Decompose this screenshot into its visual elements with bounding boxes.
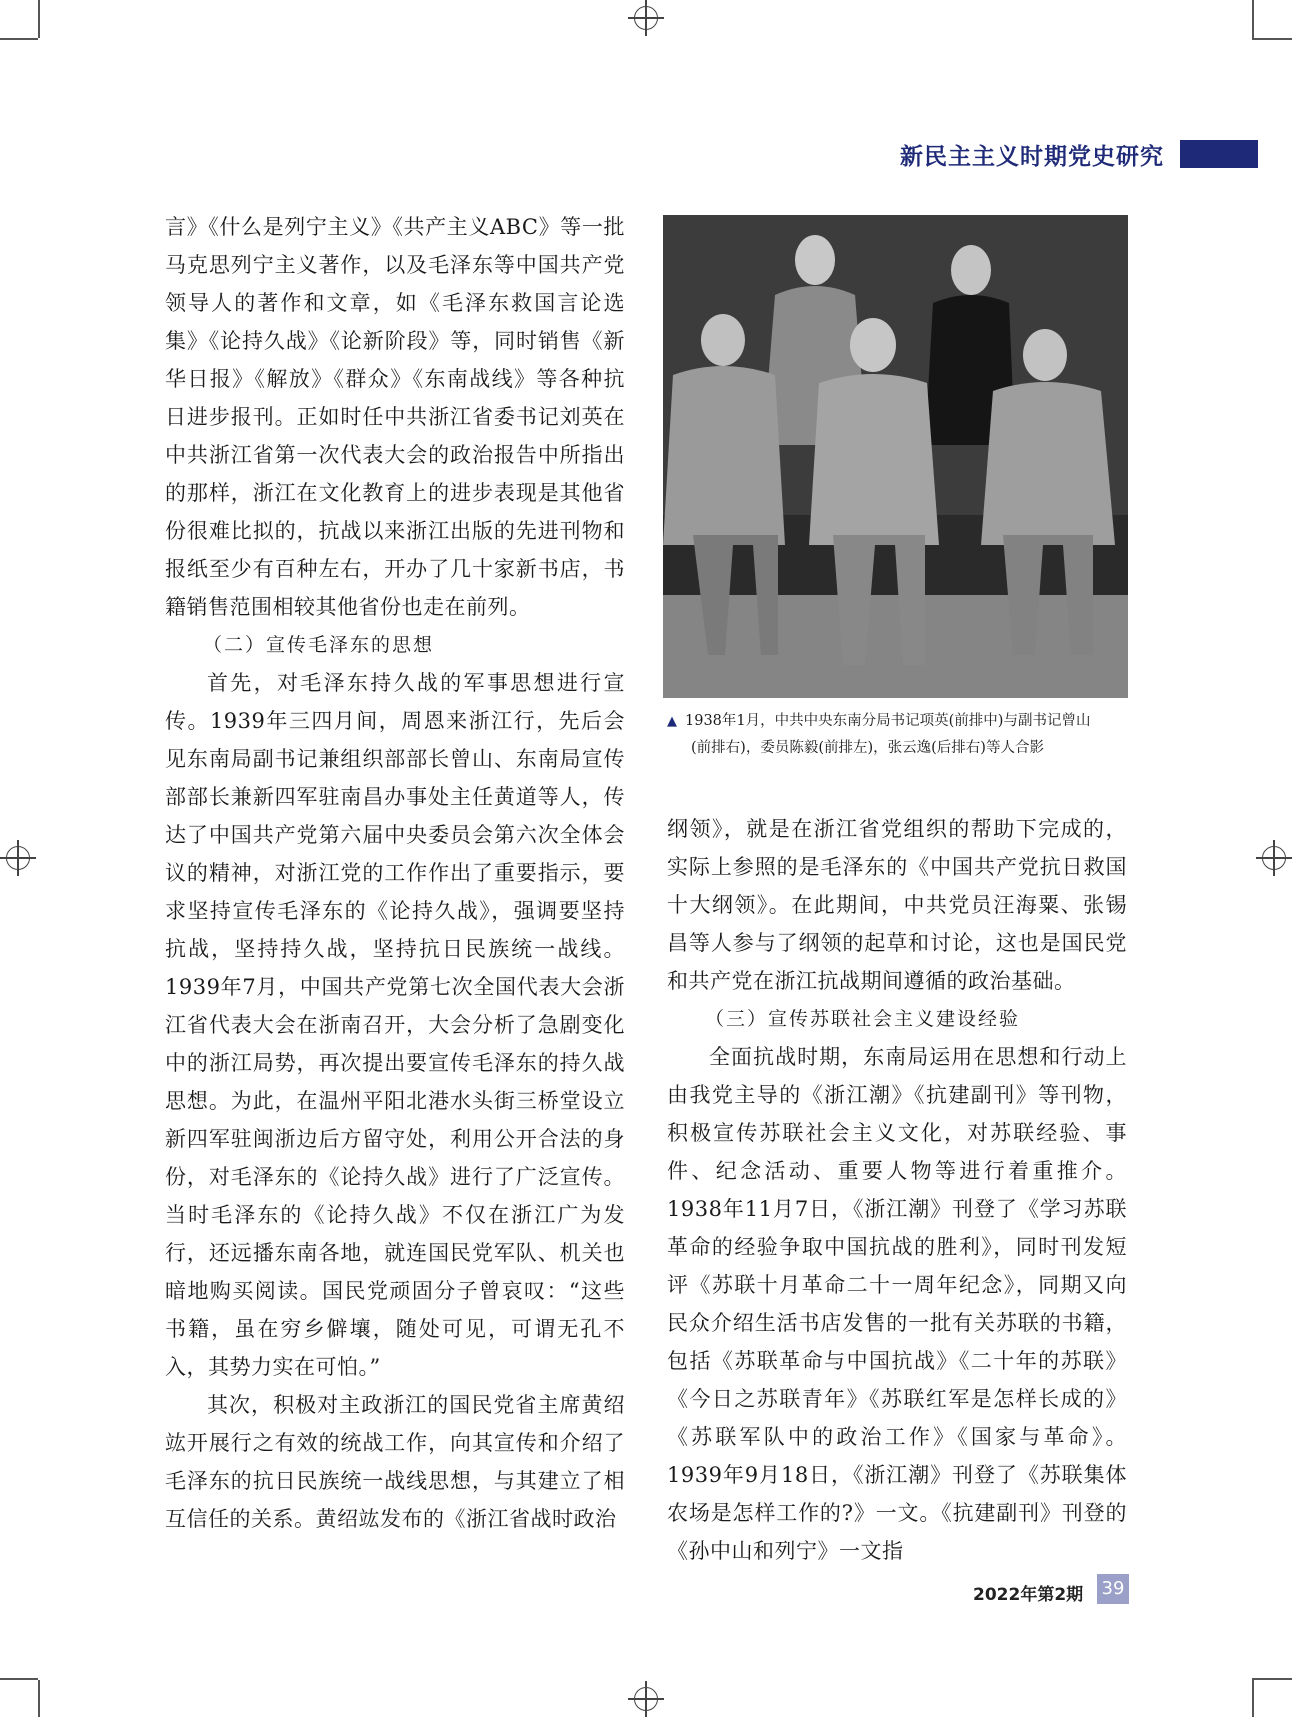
crop-mark <box>0 1678 38 1680</box>
section-title: 新民主主义时期党史研究 <box>900 144 1164 170</box>
right-column <box>667 810 1127 1570</box>
crop-mark <box>1252 1678 1292 1680</box>
left-column <box>165 208 625 1538</box>
paragraph: 言》《什么是列宁主义》《共产主义ABC》等一批马克思列宁主义著作，以及毛泽东等中国共产党领导人的著作和文章，如《毛泽东救国言论选集》《论持久战》《论新阶段》等，同时销售《新华日报》《解放》《群众》《东南战线》等各种抗日进步报刊。正如时任中共浙江省委书记刘英在中共浙江省第一次代表大会的政治报告中所指出的那样，浙江在文化教育上的进步表现是其他省份很难比拟的，抗战以来浙江出版的先进刊物和报纸至少有百种左右，开办了几十家新书店，书籍销售范围相较其他省份也走在前列。 <box>165 215 625 619</box>
section-heading: （三）宣传苏联社会主义建设经验 <box>705 1008 1021 1030</box>
paragraph: 纲领》，就是在浙江省党组织的帮助下完成的，实际上参照的是毛泽东的《中国共产党抗日救国十大纲领》。在此期间，中共党员汪海粟、张锡昌等人参与了纲领的起草和讨论，这也是国民党和共产党在浙江抗战期间遵循的政治基础。 <box>667 817 1127 993</box>
crop-mark <box>1252 0 1254 38</box>
crop-mark <box>1252 1680 1254 1717</box>
registration-mark-top <box>628 0 664 36</box>
paragraph: 首先，对毛泽东持久战的军事思想进行宣传。1939年三四月间，周恩来浙江行，先后会见东南局副书记兼组织部部长曾山、东南局宣传部部长兼新四军驻南昌办事处主任黄道等人，传达了中国共产党第六届中央委员会第六次全体会议的精神，对浙江党的工作作出了重要指示，要求坚持宣传毛泽东的《论持久战》，强调要坚持抗战，坚持持久战，坚持抗日民族统一战线。1939年7月，中国共产党第七次全国代表大会浙江省代表大会在浙南召开，大会分析了急剧变化中的浙江局势，再次提出要宣传毛泽东的持久战思想。为此，在温州平阳北港水头街三桥堂设立新四军驻闽浙边后方留守处，利用公开合法的身份，对毛泽东的《论持久战》进行了广泛宣传。当时毛泽东的《论持久战》不仅在浙江广为发行，还远播东南各地，就连国民党军队、机关也暗地购买阅读。国民党顽固分子曾哀叹：“这些书籍，虽在穷乡僻壤，随处可见，可谓无孔不入，其势力实在可怕。” <box>165 671 625 1379</box>
crop-mark <box>38 0 40 38</box>
crop-mark <box>0 38 38 40</box>
historical-group-photo <box>663 215 1128 698</box>
caption-line: (前排右)，委员陈毅(前排左)，张云逸(后排右)等人合影 <box>691 740 1044 756</box>
crop-mark <box>1252 38 1292 40</box>
page-number: 39 <box>1097 1574 1129 1604</box>
issue-label: 2022年第2期 <box>973 1585 1084 1605</box>
header-accent-bar <box>1180 140 1258 168</box>
registration-mark-bottom <box>628 1681 664 1717</box>
paragraph: 全面抗战时期，东南局运用在思想和行动上由我党主导的《浙江潮》《抗建副刊》等刊物，积极宣传苏联社会主义文化，对苏联经验、事件、纪念活动、重要人物等进行着重推介。1938年11月7日，《浙江潮》刊登了《学习苏联革命的经验争取中国抗战的胜利》，同时刊发短评《苏联十月革命二十一周年纪念》，同期又向民众介绍生活书店发售的一批有关苏联的书籍，包括《苏联革命与中国抗战》《二十年的苏联》《今日之苏联青年》《苏联红军是怎样长成的》《苏联军队中的政治工作》《国家与革命》。1939年9月18日，《浙江潮》刊登了《苏联集体农场是怎样工作的?》一文。《抗建副刊》刊登的《孙中山和列宁》一文指 <box>667 1045 1127 1563</box>
crop-mark <box>38 1680 40 1717</box>
caption-line: 1938年1月，中共中央东南分局书记项英(前排中)与副书记曾山 <box>685 713 1091 729</box>
registration-mark-left <box>0 840 36 876</box>
registration-mark-right <box>1256 840 1292 876</box>
section-heading: （二）宣传毛泽东的思想 <box>203 634 435 656</box>
paragraph: 其次，积极对主政浙江的国民党省主席黄绍竑开展行之有效的统战工作，向其宣传和介绍了毛泽东的抗日民族统一战线思想，与其建立了相互信任的关系。黄绍竑发布的《浙江省战时政治 <box>165 1393 625 1531</box>
photo-caption <box>667 708 1137 762</box>
caption-triangle-icon: ▲ <box>667 714 677 729</box>
